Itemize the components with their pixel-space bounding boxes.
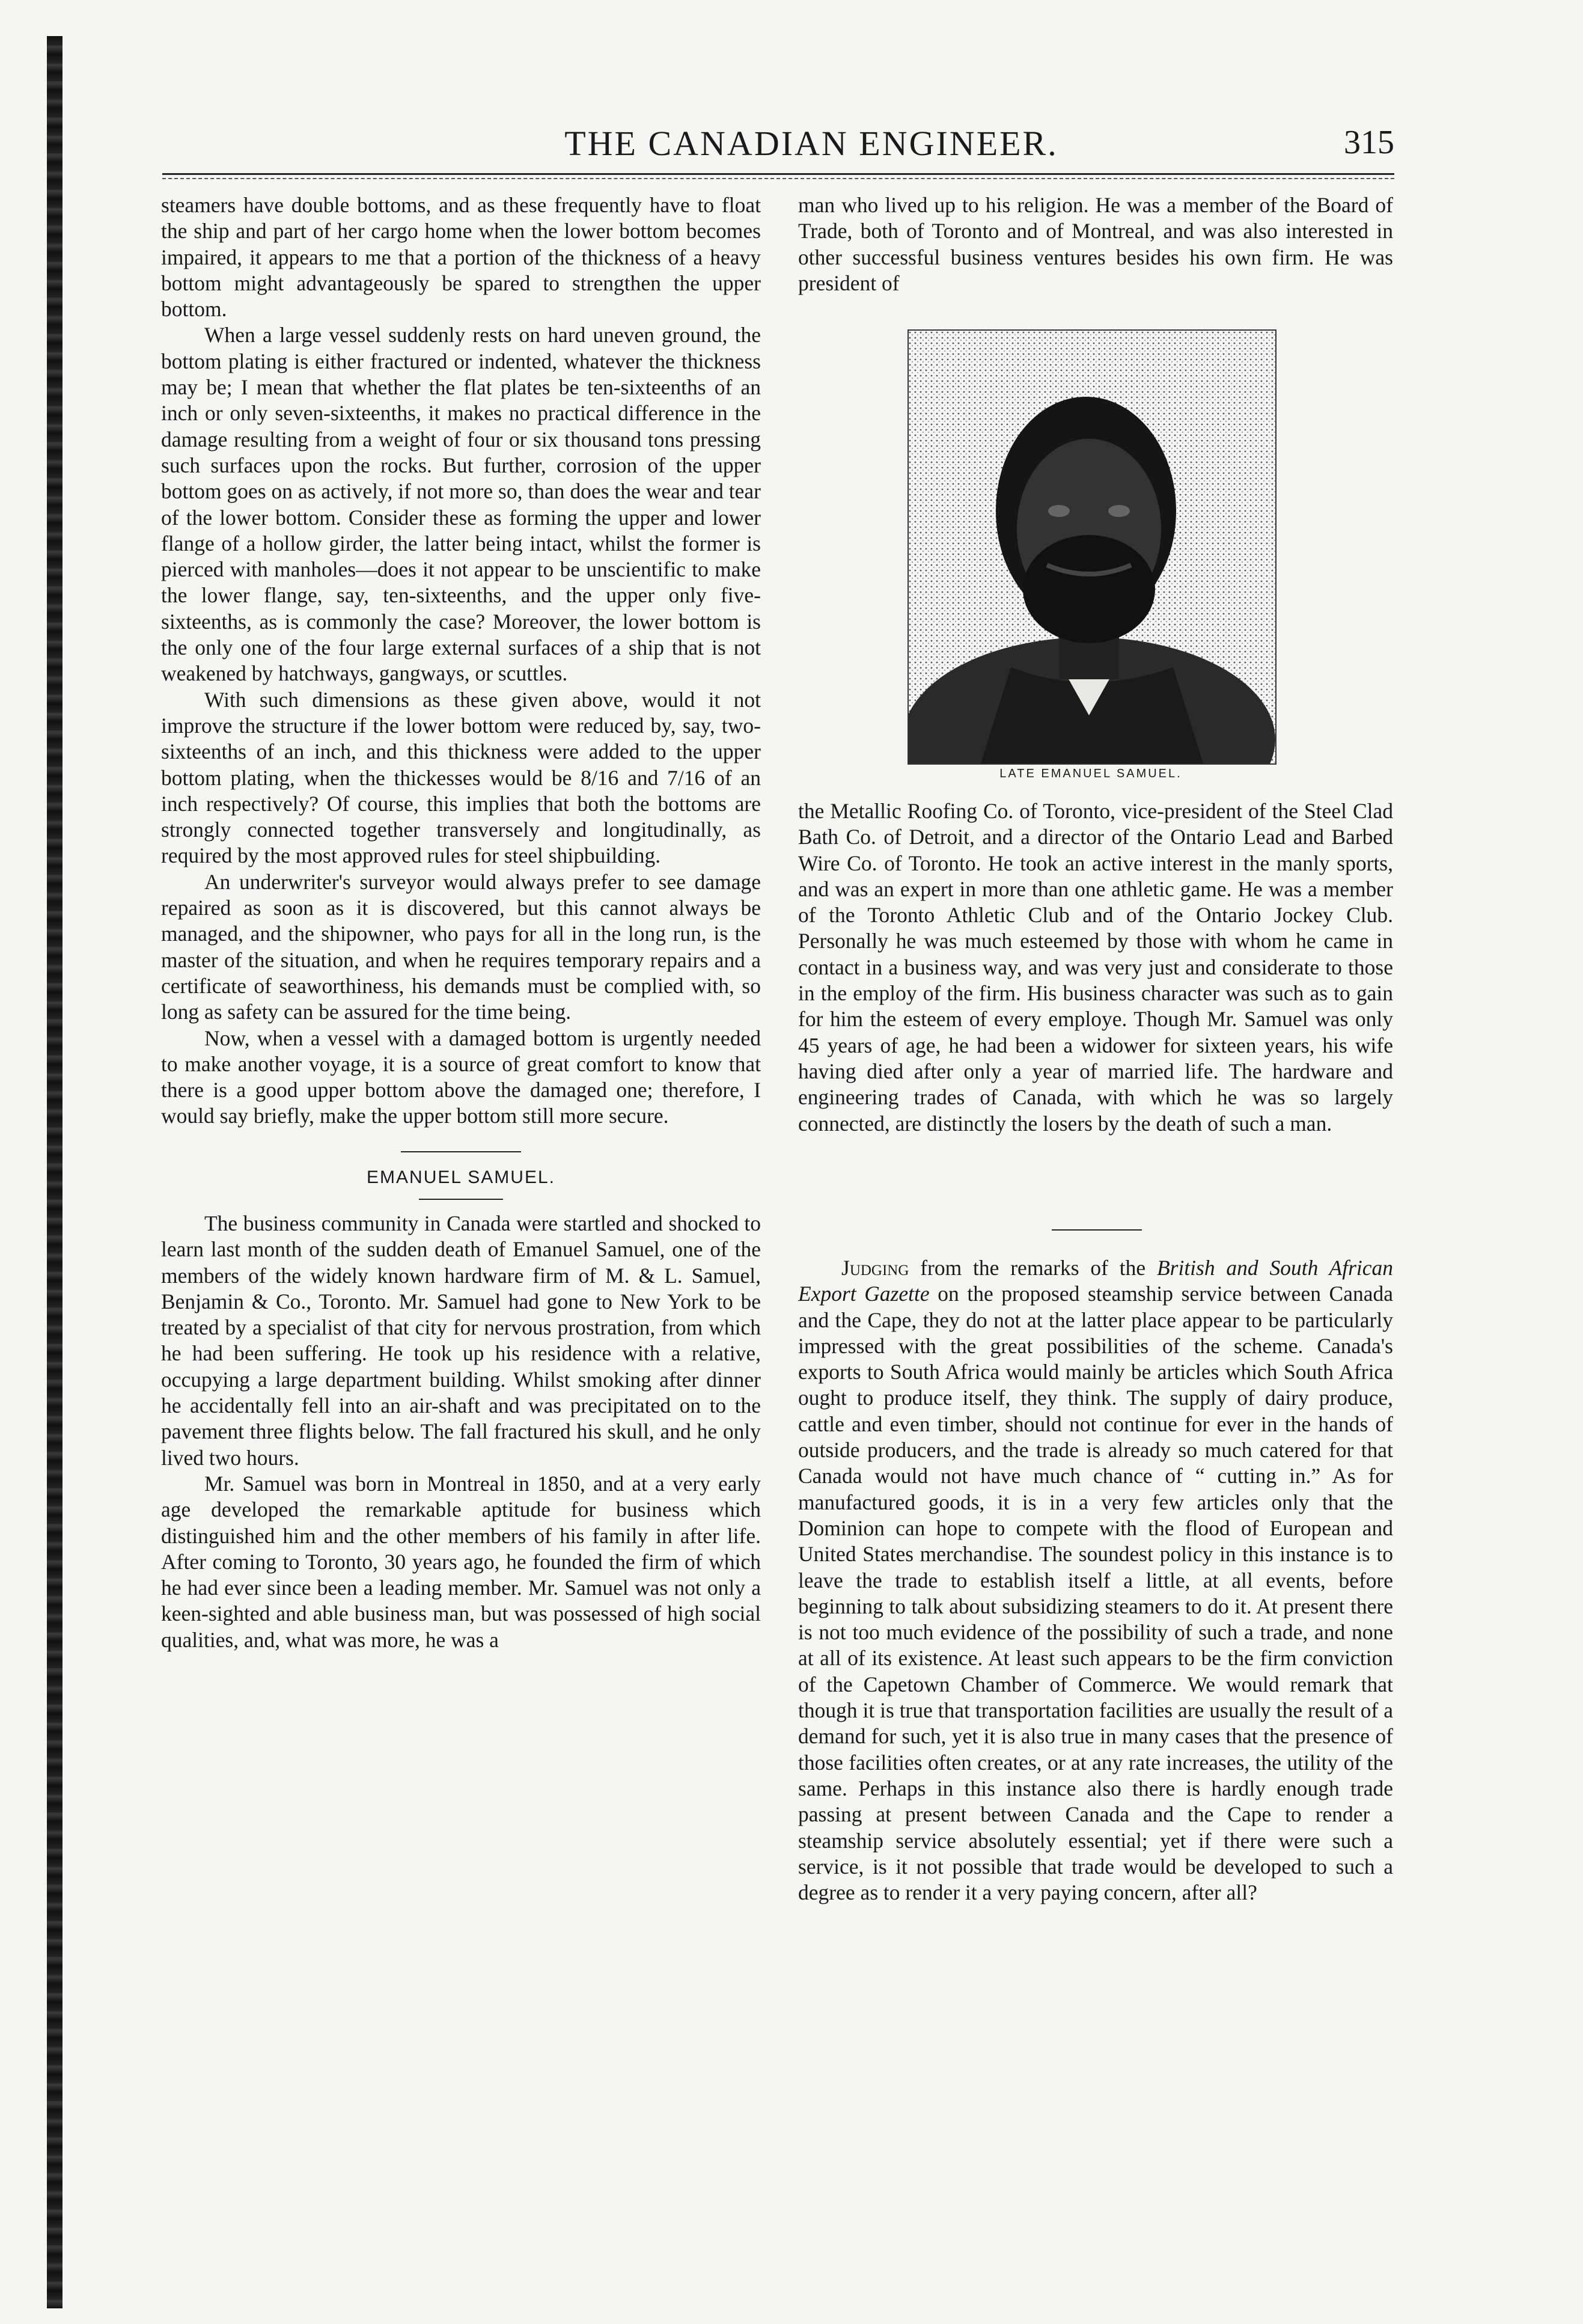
section-divider bbox=[1052, 1229, 1142, 1231]
paragraph: the Metallic Roofing Co. of Toronto, vice-president of the Steel Clad Bath Co. of Detroit, and a director of the Ontario Lead and Barbed Wire Co. of Toronto. He took an active interest in the manly sports, and was an expert in more than one athletic game. He was a member of the Toronto Athletic Club and of the Ontario Jockey Club. Personally he was much esteemed by those with whom he came in contact in a business way, and was very just and considerate to those in the employ of the firm. His business character was such as to gain for him the esteem of every employe. Though Mr. Samuel was only 45 years of age, he had been a widower for sixteen years, his wife having died after only a year of married life. The hardware and engineering trades of Canada, with which he was so largely connected, are distinctly the losers by the death of such a man. bbox=[798, 799, 1393, 1136]
text-run: from the remarks of the bbox=[909, 1256, 1157, 1280]
lead-word: Judging bbox=[841, 1256, 909, 1280]
paragraph: steamers have double bottoms, and as these frequently have to float the ship and part of her cargo home when the lower bottom becomes impaired, it appears to me that a portion of the thickness of a heavy bottom might advantageously be spared to strengthen the upper bottom. bbox=[161, 193, 761, 322]
portrait-photo bbox=[907, 329, 1276, 765]
running-title: THE CANADIAN ENGINEER. bbox=[564, 124, 1058, 163]
paragraph bbox=[798, 1255, 1393, 1906]
page-header bbox=[162, 123, 1394, 177]
text-run: on the proposed steamship service between Canada and the Cape, they do not at the latter place appear to be particularly impressed with the great possibilities of the scheme. Canada's exports to South Africa would mainly be articles which South Africa ought to produce itself, they think. The supply of dairy produce, cattle and even timber, should not continue for ever in the hands of outside producers, and the trade is already so much catered for that Canada would not have much chance of “ cutting in.” As for manufactured goods, it is in a very few articles only that the Dominion can hope to compete with the flood of European and United States merchandise. The soundest policy in this instance is to leave the trade to establish itself a little, at all events, before beginning to talk about subsidizing steamers to do it. At present there is not too much evidence of the possibility of such a trade, and none at all of its existence. At least such appears to be the firm conviction of the Capetown Chamber of Commerce. We would remark that though it is true that transportation facilities are usually the result of a demand for such, yet it is also true in many cases that the presence of those facilities often creates, or at any rate increases, the utility of the same. Perhaps in this instance also there is hardly enough trade passing at present between Canada and the Cape to render a steamship service absolutely essential; yet if there were such a service, is it not possible that trade would be developed to such a degree as to render it a very paying concern, after all? bbox=[798, 1282, 1394, 1905]
section-title: EMANUEL SAMUEL. bbox=[367, 1167, 555, 1187]
publication-title: British and South African Export Gazette bbox=[798, 1256, 1393, 1306]
right-column-top bbox=[798, 192, 1393, 296]
right-column-middle bbox=[798, 798, 1393, 1137]
paragraph: Mr. Samuel was born in Montreal in 1850, and at a very early age developed the remarkable aptitude for business which distinguished him and the other members of his family in after life. After coming to Toronto, 30 years ago, he founded the firm of which he had ever since been a leading member. Mr. Samuel was not only a keen-sighted and able business man, but was possessed of high social qualities, and, what was more, he was a bbox=[161, 1471, 761, 1652]
paragraph: man who lived up to his religion. He was a member of the Board of Trade, both of Toronto and of Montreal, and was also interested in other successful business ventures besides his own firm. He was president of bbox=[798, 193, 1393, 295]
section-rule bbox=[419, 1199, 503, 1200]
paragraph: When a large vessel suddenly rests on hard uneven ground, the bottom plating is either fractured or indented, whatever the thickness may be; I mean that whether the flat plates be ten-sixteenths of an inch or only seven-sixteenths, it makes no practical difference in the damage resulting from a weight of four or six thousand tons pressing such surfaces upon the rocks. But further, corrosion of the upper bottom goes on as actively, if not more so, than does the wear and tear of the lower bottom. Consider these as forming the upper and lower flange of a hollow girder, the latter being intact, whilst the former is pierced with manholes—does it not appear to be unscientific to make the lower flange, say, ten-sixteenths, and the upper only five-sixteenths, as is commonly the case? Moreover, the lower bottom is the only one of the four large external surfaces of a ship that is not weakened by hatchways, gangways, or scuttles. bbox=[161, 323, 761, 686]
right-column-bottom bbox=[798, 1255, 1393, 1906]
page-number: 315 bbox=[1344, 124, 1394, 161]
left-column bbox=[161, 192, 761, 1653]
portrait-figure bbox=[907, 329, 1274, 786]
paragraph: The business community in Canada were startled and shocked to learn last month of the sudden death of Emanuel Samuel, one of the members of the widely known hardware firm of M. & L. Samuel, Benjamin & Co., Toronto. Mr. Samuel had gone to New York to be treated by a specialist of that city for nervous prostration, from which he had been suffering. He took up his residence with a relative, occupying a large department building. Whilst smoking after dinner he accidentally fell into an air-shaft and was precipitated on to the pavement three flights below. The fall fractured his skull, and he only lived two hours. bbox=[161, 1211, 761, 1470]
header-rule-dashed bbox=[162, 178, 1394, 179]
paragraph: An underwriter's surveyor would always prefer to see damage repaired as soon as it is discovered, but this cannot always be managed, and the shipowner, who pays for all in the long run, is the master of the situation, and when he requires temporary repairs and a certificate of seaworthiness, his demands must be complied with, so long as safety can be assured for the time being. bbox=[161, 869, 761, 1024]
photo-caption: LATE EMANUEL SAMUEL. bbox=[999, 767, 1182, 780]
paragraph: With such dimensions as these given above, would it not improve the structure if the lower bottom were reduced by, say, two-sixteenths of an inch, and this thickness were added to the upper bottom plating, when the thickesses would be 8/16 and 7/16 of an inch respectively? Of course, this implies that both the bottoms are strongly connected together transversely and longitudinally, as required by the most approved rules for steel shipbuilding. bbox=[161, 687, 761, 868]
paragraph: Now, when a vessel with a damaged bottom is urgently needed to make another voyage, it is a source of great comfort to know that there is a good upper bottom above the damaged one; therefore, I would say briefly, make the upper bottom still more secure. bbox=[161, 1026, 761, 1128]
page-spine-edge bbox=[47, 36, 63, 2308]
portrait-illustration bbox=[909, 331, 1275, 763]
header-rule bbox=[162, 173, 1394, 175]
section-rule bbox=[401, 1151, 521, 1152]
